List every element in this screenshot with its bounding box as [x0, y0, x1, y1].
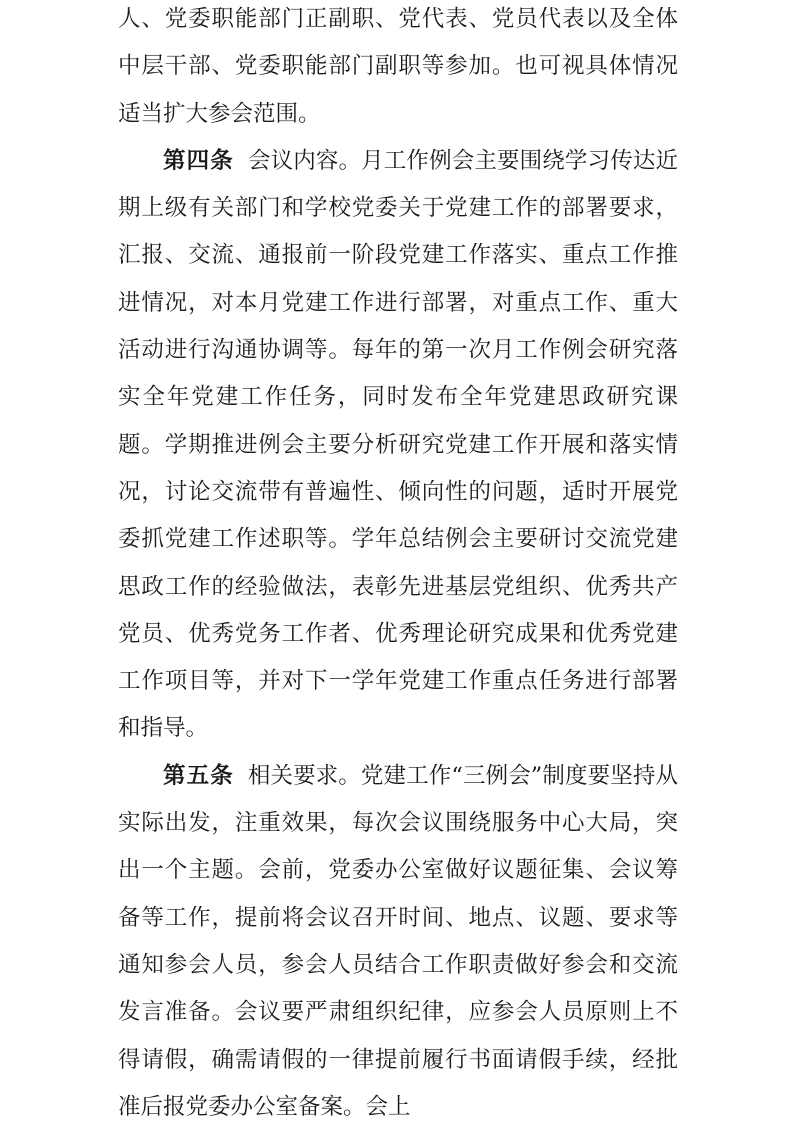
article-5-paragraph	[118, 753, 678, 1131]
article-5-label: 第五条	[163, 762, 234, 789]
article-4-label: 第四条	[163, 147, 234, 174]
intro-paragraph-text: 人、党委职能部门正副职、党代表、党员代表以及全体中层干部、党委职能部门副职等参加。也可视具体情况适当扩大参会范围。	[118, 6, 678, 127]
article-4-text: 会议内容。月工作例会主要围绕学习传达近期上级有关部门和学校党委关于党建工作的部署要求，汇报、交流、通报前一阶段党建工作落实、重点工作推进情况，对本月党建工作进行部署，对重点工作、重大活动进行沟通协调等。每年的第一次月工作例会研究落实全年党建工作任务，同时发布全年党建思政研究课题。学期推进例会主要分析研究党建工作开展和落实情况，讨论交流带有普遍性、倾向性的问题，适时开展党委抓党建工作述职等。学年总结例会主要研讨交流党建思政工作的经验做法，表彰先进基层党组织、优秀共产党员、优秀党务工作者、优秀理论研究成果和优秀党建工作项目等，并对下一学年党建工作重点任务进行部署和指导。	[118, 147, 678, 742]
article-4-paragraph	[118, 138, 678, 753]
document-body	[118, 0, 678, 1131]
article-5-text: 相关要求。党建工作“三例会”制度要坚持从实际出发，注重效果，每次会议围绕服务中心大局，突出一个主题。会前，党委办公室做好议题征集、会议筹备等工作，提前将会议召开时间、地点、议题、要求等通知参会人员，参会人员结合工作职责做好参会和交流发言准备。会议要严肃组织纪律，应参会人员原则上不得请假，确需请假的一律提前履行书面请假手续，经批准后报党委办公室备案。会上	[118, 762, 678, 1120]
intro-paragraph	[118, 0, 678, 138]
